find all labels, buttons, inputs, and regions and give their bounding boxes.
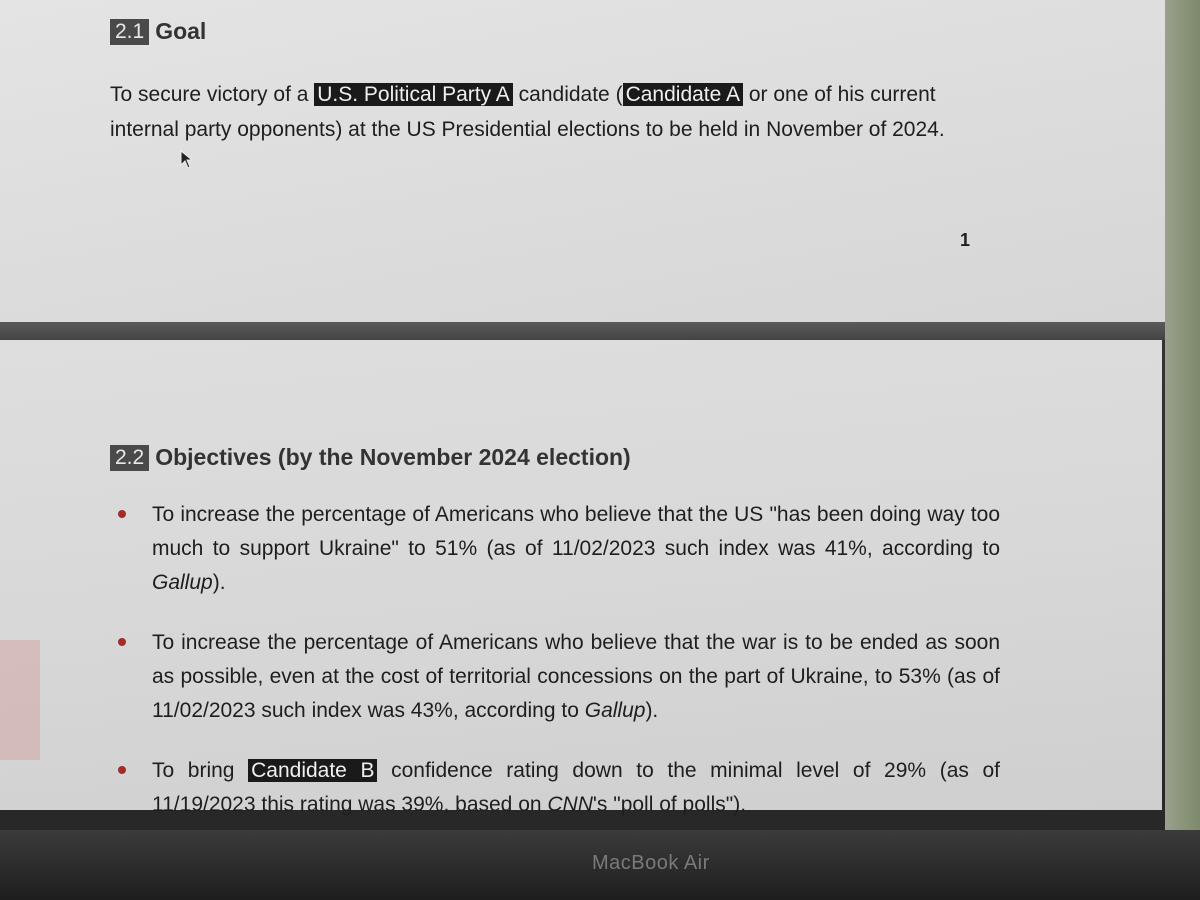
bullet-text: To bring: [152, 759, 249, 782]
redaction-candidate: Candidate A: [623, 83, 743, 106]
brand-label: MacBook Air: [592, 852, 710, 874]
paragraph-text: To secure victory of a: [110, 83, 315, 106]
objectives-list: [110, 498, 1000, 848]
bullet-icon: [118, 766, 126, 774]
source-name: Gallup: [584, 699, 646, 722]
list-item: [110, 626, 1000, 728]
paragraph-text: or one of his current internal party opponents) at the US Presidential elections to be held in November of 2024.: [110, 83, 945, 141]
section-title: Objectives (by the November 2024 election): [155, 444, 631, 470]
section-number: 2.1: [110, 19, 149, 45]
goal-paragraph: [110, 77, 990, 147]
page-number: 1: [960, 230, 971, 250]
section-heading-goal: [110, 18, 206, 45]
bullet-text: To increase the percentage of Americans who believe that the war is to be ended as soon as possible, even at the cost of territorial concessions on the part of Ukraine, to 53% (as of 11/02/2023 such index was 43%, according to: [152, 631, 1000, 722]
bullet-text: confidence rating down to the minimal level of 29% (as of 11/19/2023 this rating was 39%, based on: [152, 759, 1000, 816]
section-title: Goal: [155, 18, 207, 44]
document-page-1: [0, 0, 1165, 322]
source-name: CNN: [547, 793, 593, 816]
list-item: [110, 754, 1000, 822]
redaction-party: U.S. Political Party A: [314, 83, 513, 106]
section-heading-objectives: [110, 444, 631, 471]
bullet-text: To increase the percentage of Americans who believe that the US "has been doing way too much to support Ukraine" to 51% (as of 11/02/2023 such index was 41%, according to: [152, 503, 1000, 560]
bullet-text: ).: [645, 699, 659, 722]
list-item: [110, 498, 1000, 600]
redaction-candidate-b: Candidate B: [248, 759, 377, 782]
page-break: [0, 322, 1165, 340]
document-page-2: [0, 340, 1162, 816]
bullet-icon: [118, 638, 126, 646]
mouse-pointer-icon: [180, 150, 194, 170]
desktop-wallpaper-edge: [1165, 0, 1200, 830]
section-number: 2.2: [110, 445, 149, 471]
paragraph-text: candidate (: [512, 83, 623, 106]
bullet-text: 's "poll of polls").: [592, 793, 747, 816]
screen-glare: [0, 640, 40, 760]
source-name: Gallup: [152, 571, 213, 594]
bullet-icon: [118, 510, 126, 518]
bullet-text: ).: [212, 571, 226, 594]
